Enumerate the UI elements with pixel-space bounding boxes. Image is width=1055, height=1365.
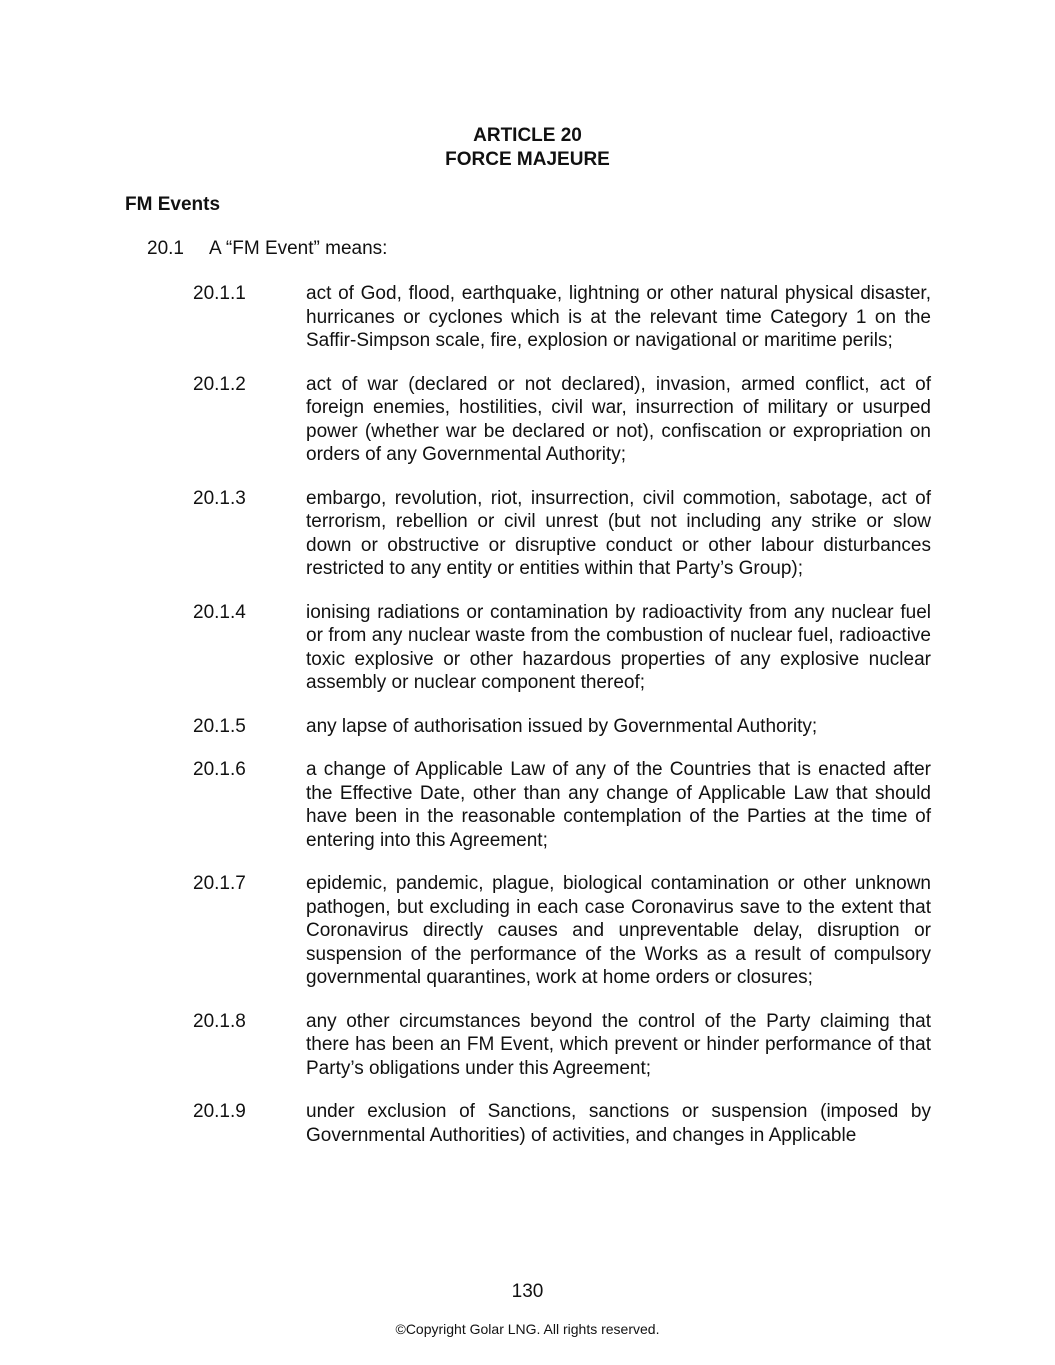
subclause-item — [0, 1010, 1055, 1081]
subclause-text: ionising radiations or contamination by radioactivity from any nuclear fuel or from any nuclear waste from the combustion of nuclear fuel, radioactive toxic explosive or other hazardous properties of any explosive nuclear assembly or nuclear component thereof; — [306, 601, 931, 693]
subclause-text: act of God, flood, earthquake, lightning or other natural physical disaster, hurricanes or cyclones which is at the relevant time Category 1 on the Saffir-Simpson scale, fire, explosion or navigational or maritime perils; — [306, 283, 931, 351]
subclause-text: any lapse of authorisation issued by Governmental Authority; — [306, 715, 818, 737]
subclause-number: 20.1.9 — [193, 1101, 246, 1122]
subclause-number: 20.1.2 — [193, 373, 246, 395]
page-number: 130 — [511, 1281, 544, 1302]
clause-20-1 — [147, 237, 387, 261]
subclause-number: 20.1.3 — [193, 487, 246, 509]
subclause-item — [0, 758, 1055, 852]
subclause-item — [0, 872, 1055, 990]
subclause-text: any other circumstances beyond the control of the Party claiming that there has been an FM Event, which prevent or hinder performance of that Party’s obligations under this Agreement; — [306, 1010, 931, 1079]
subclause-item — [0, 715, 1055, 739]
clause-number: 20.1 — [147, 238, 184, 259]
subclause-list — [0, 282, 1055, 1167]
subclause-number: 20.1.6 — [193, 759, 246, 780]
subclause-item — [0, 487, 1055, 581]
article-number: ARTICLE 20 — [473, 125, 582, 146]
subclause-text: under exclusion of Sanctions, sanctions or suspension (imposed by Governmental Authorities) of activities, and changes in Applicable — [306, 1101, 931, 1146]
subclause-text: embargo, revolution, riot, insurrection, civil commotion, sabotage, act of terrorism, rebellion or civil unrest (but not including any strike or slow down or obstructive or disruptive conduct or other labour disturbances restricted to any entity or entities within that Party’s Group); — [306, 487, 931, 579]
subclause-item — [0, 601, 1055, 695]
subclause-item — [0, 282, 1055, 353]
subclause-item — [0, 1100, 1055, 1147]
subclause-number: 20.1.5 — [193, 715, 246, 737]
subclause-number: 20.1.1 — [193, 283, 246, 304]
subclause-number: 20.1.8 — [193, 1010, 246, 1032]
section-title: FM Events — [125, 194, 221, 215]
article-heading — [0, 124, 1055, 172]
subclause-text: a change of Applicable Law of any of the Countries that is enacted after the Effective Date, other than any change of Applicable Law that should have been in the reasonable contemplation of the Parties at the time of entering into this Agreement; — [306, 759, 931, 851]
clause-text: A “FM Event” means: — [209, 238, 388, 259]
article-title: FORCE MAJEURE — [445, 149, 610, 170]
subclause-item — [0, 373, 1055, 467]
subclause-number: 20.1.7 — [193, 873, 246, 894]
subclause-text: epidemic, pandemic, plague, biological contamination or other unknown pathogen, but excluding in each case Coronavirus save to the extent that Coronavirus directly causes and unpreventable delay, disruption or suspension of the performance of the Works as a result of compulsory governmental quarantines, work at home orders or closures; — [306, 873, 931, 988]
subclause-text: act of war (declared or not declared), invasion, armed conflict, act of foreign enemies, hostilities, civil war, insurrection of military or usurped power (whether war be declared or not), confiscation or expropriation on orders of any Governmental Authority; — [306, 373, 931, 465]
copyright-notice: ©Copyright Golar LNG. All rights reserved. — [395, 1321, 660, 1337]
subclause-number: 20.1.4 — [193, 601, 246, 623]
